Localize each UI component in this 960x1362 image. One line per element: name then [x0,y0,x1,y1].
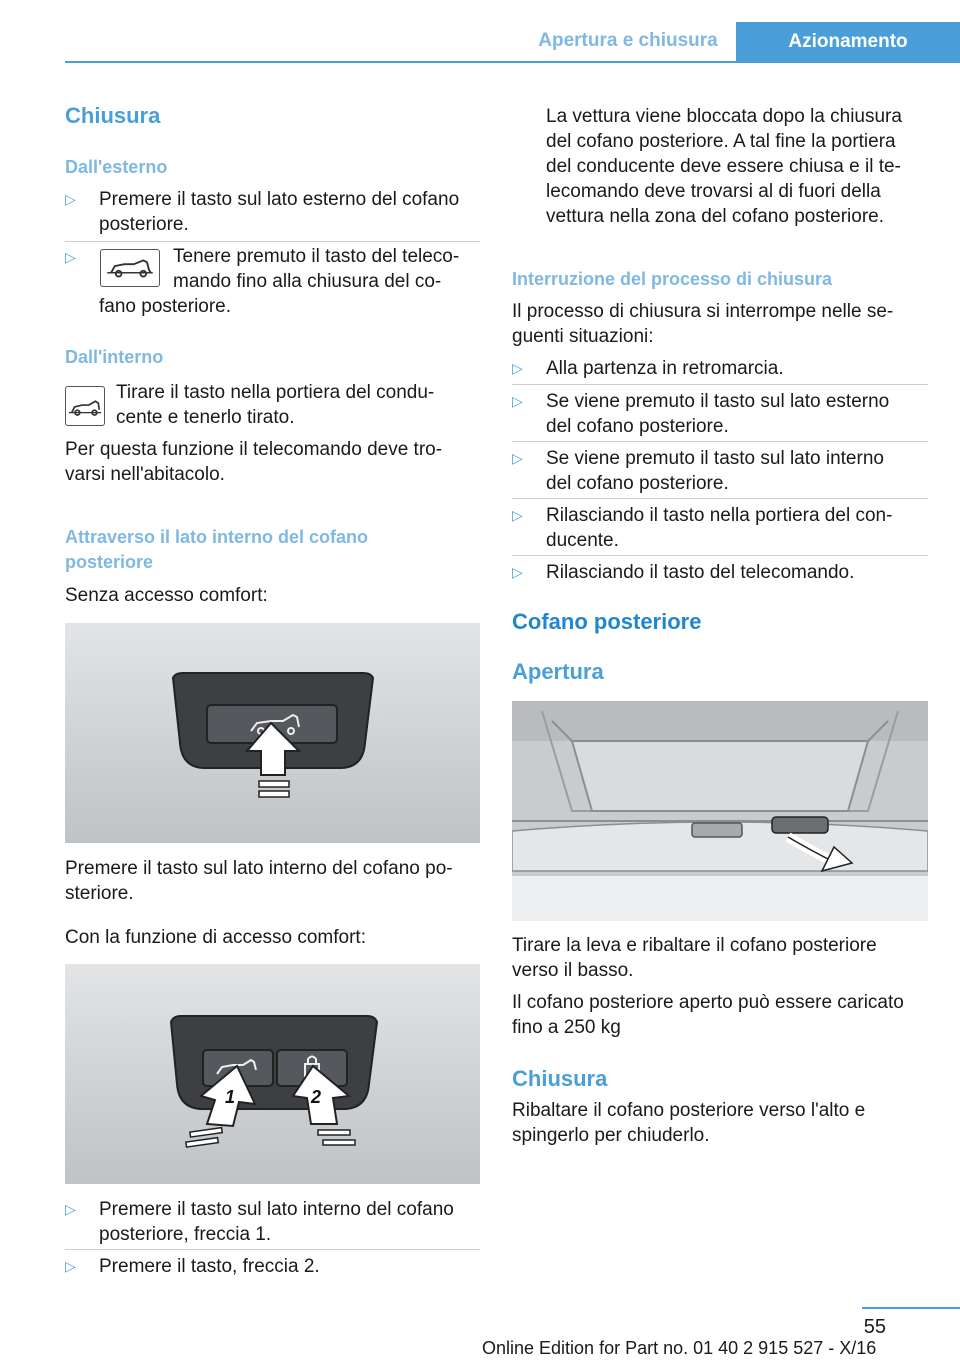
bullet-icon: ▷ [65,191,76,207]
divider [512,555,928,556]
bullet-icon: ▷ [512,393,523,409]
inside-note-line-2: varsi nell'abitacolo. [65,464,225,485]
interrupt-bullet-5: Rilasciando il tasto del telecomando. [546,562,855,583]
page-number: 55 [863,1316,886,1338]
footer-rule [862,1307,960,1309]
load-line-1: Il cofano posteriore aperto può essere caricato [512,992,904,1013]
load-line-2: fino a 250 kg [512,1017,621,1038]
heading-closing: Chiusura [512,1066,608,1091]
tailgate-inner-button-illustration [65,623,480,843]
bullet-outside-2-line3: fano posteriore. [99,296,232,317]
caption-without-comfort-line1: Premere il tasto sul lato interno del cofano po- [65,858,453,879]
bullet-outside-2-line2: mando fino alla chiusura del co- [173,271,442,292]
tailgate-comfort-buttons-illustration [65,964,480,1184]
bullet-icon: ▷ [512,564,523,580]
divider [512,441,928,442]
interrupt-bullet-4-line2: ducente. [546,530,619,551]
opening-caption-line1: Tirare la leva e ribaltare il cofano posteriore [512,935,877,956]
divider [65,241,480,242]
interrupt-text-line1: Il processo di chiusura si interrompe nelle se- [512,301,894,322]
divider [512,384,928,385]
heading-tailgate-inner-line2: posteriore [65,552,154,572]
intro-line-4: lecomando deve trovarsi al di fuori della [546,181,881,202]
edition-note: Online Edition for Part no. 01 40 2 915 527 - X/16 [482,1338,877,1358]
inside-note-line-1: Per questa funzione il telecomando deve tro- [65,439,443,460]
section-title-chiusura: Chiusura [65,103,161,128]
opening-caption-line2: verso il basso. [512,960,634,981]
bullet-icon: ▷ [512,360,523,376]
interrupt-bullet-3-line1: Se viene premuto il tasto sul lato interno [546,448,884,469]
header-chapter-tab: Azionamento [736,22,960,62]
bullet-icon: ▷ [65,1258,76,1274]
bullet-comfort-1-line2: posteriore, freccia 1. [99,1224,272,1245]
bullet-comfort-2: Premere il tasto, freccia 2. [99,1256,320,1277]
closing-line-1: Ribaltare il cofano posteriore verso l'alto e [512,1100,866,1121]
divider [65,1249,480,1250]
section-title-rear-lid: Cofano posteriore [512,609,702,634]
divider [512,498,928,499]
interrupt-bullet-2-line2: del cofano posteriore. [546,416,729,437]
interrupt-bullet-1: Alla partenza in retromarcia. [546,358,784,379]
remote-tailgate-icon [100,249,160,287]
door-tailgate-button-icon [65,386,105,426]
intro-line-1: La vettura viene bloccata dopo la chiusura [546,106,902,127]
interrupt-bullet-4-line1: Rilasciando il tasto nella portiera del con- [546,505,893,526]
bullet-outside-1: Premere il tasto sul lato esterno del cofano posteriore. [99,189,460,235]
heading-inside: Dall'interno [65,347,164,367]
arrow-1-label: 1 [225,1087,236,1107]
with-comfort-label: Con la funzione di accesso comfort: [65,927,366,948]
intro-line-3: del conducente deve essere chiusa e il te- [546,156,901,177]
interrupt-bullet-3-line2: del cofano posteriore. [546,473,729,494]
bullet-comfort-1-line1: Premere il tasto sul lato interno del cofano [99,1199,454,1220]
caption-without-comfort-line2: steriore. [65,883,134,904]
bullet-icon: ▷ [65,1201,76,1217]
trunk-lever-illustration [512,701,928,921]
inside-line-1: Tirare il tasto nella portiera del condu- [116,382,435,403]
header-rule [65,61,960,63]
bullet-icon: ▷ [512,507,523,523]
interrupt-text-line2: guenti situazioni: [512,326,654,347]
heading-interrupt: Interruzione del processo di chiusura [512,269,833,289]
intro-line-5: vettura nella zona del cofano posteriore. [546,206,884,227]
bullet-icon: ▷ [512,450,523,466]
interrupt-bullet-2-line1: Se viene premuto il tasto sul lato esterno [546,391,890,412]
arrow-2-label: 2 [311,1087,322,1107]
heading-outside: Dall'esterno [65,157,168,177]
heading-tailgate-inner-line1: Attraverso il lato interno del cofano [65,527,369,547]
without-comfort-label: Senza accesso comfort: [65,585,268,606]
inside-line-2: cente e tenerlo tirato. [116,407,295,428]
closing-line-2: spingerlo per chiuderlo. [512,1125,710,1146]
intro-line-2: del cofano posteriore. A tal fine la portiera [546,131,896,152]
bullet-icon: ▷ [65,249,76,265]
heading-opening: Apertura [512,659,604,684]
bullet-outside-2-line1: Tenere premuto il tasto del teleco- [173,246,460,267]
header-section-title: Apertura e chiusura [538,30,718,51]
